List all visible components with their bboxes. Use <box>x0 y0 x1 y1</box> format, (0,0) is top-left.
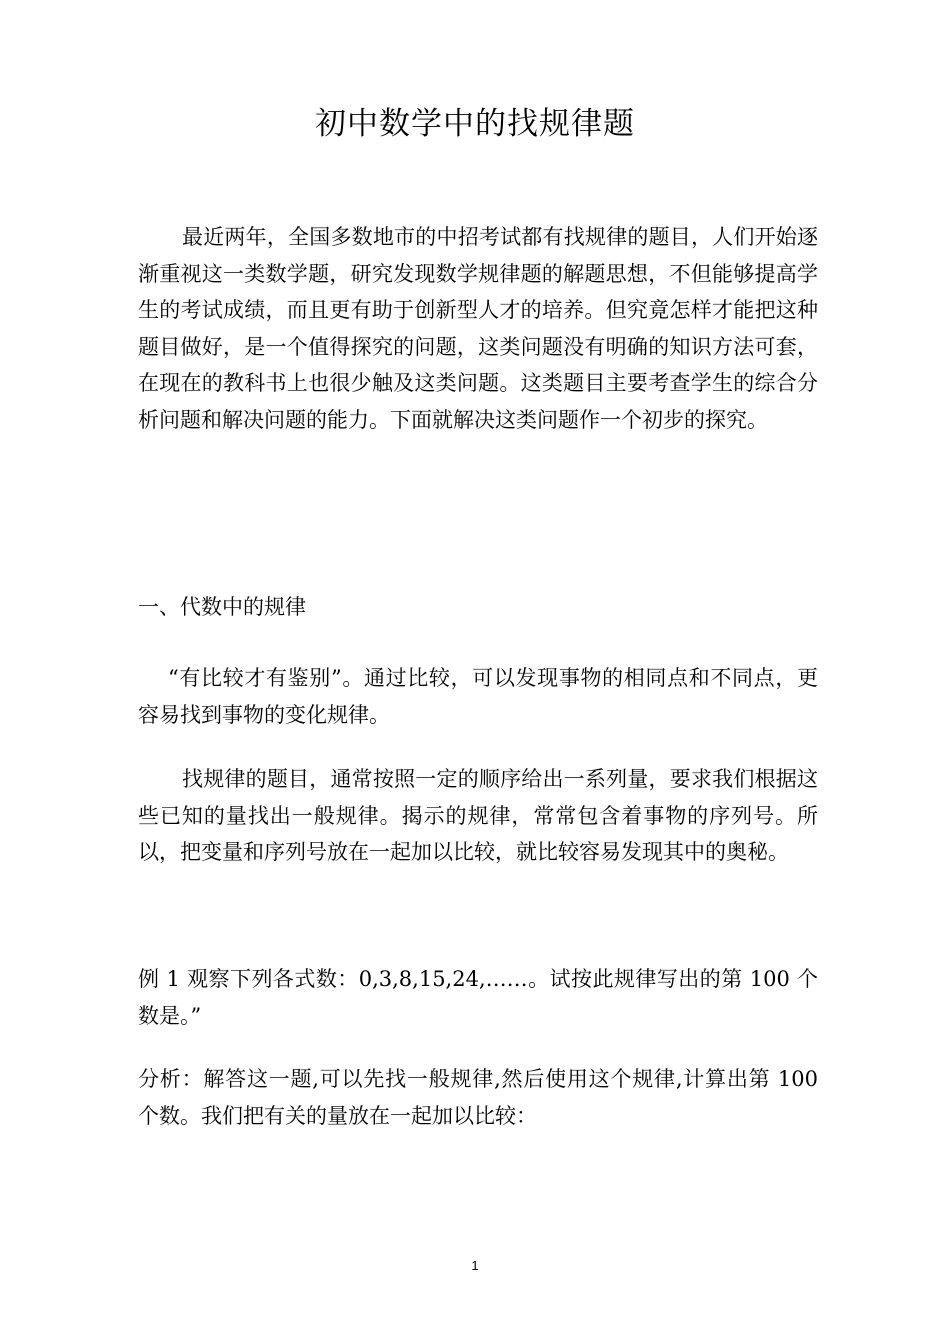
paragraph-method: 找规律的题目，通常按照一定的顺序给出一系列量，要求我们根据这些已知的量找出一般规律。揭示的规律，常常包含着事物的序列号。所以，把变量和序列号放在一起加以比较，就比较容易发现其中的奥秘。 <box>138 767 818 864</box>
document-title: 初中数学中的找规律题 <box>315 106 635 142</box>
page-number: 1 <box>471 1258 479 1273</box>
section-heading-algebra: 一、代数中的规律 <box>138 595 306 619</box>
intro-paragraph: 最近两年，全国多数地市的中招考试都有找规律的题目，人们开始逐渐重视这一类数学题，研究发现数学规律题的解题思想，不但能够提高学生的考试成绩，而且更有助于创新型人才的培养。但究竟怎样才能把这种题目做好，是一个值得探究的问题，这类问题没有明确的知识方法可套，在现在的教科书上也很少触及这类问题。这类题目主要考查学生的综合分析问题和解决问题的能力。下面就解决这类问题作一个初步的探究。 <box>138 225 818 432</box>
analysis-paragraph: 分析：解答这一题,可以先找一般规律,然后使用这个规律,计算出第 100 个数。我们把有关的量放在一起加以比较： <box>138 1067 818 1128</box>
example-1: 例 1 观察下列各式数：0,3,8,15,24,……。试按此规律写出的第 100 个数是。” <box>138 967 818 1028</box>
paragraph-comparison: “有比较才有鉴别”。通过比较，可以发现事物的相同点和不同点，更容易找到事物的变化规律。 <box>138 666 818 727</box>
